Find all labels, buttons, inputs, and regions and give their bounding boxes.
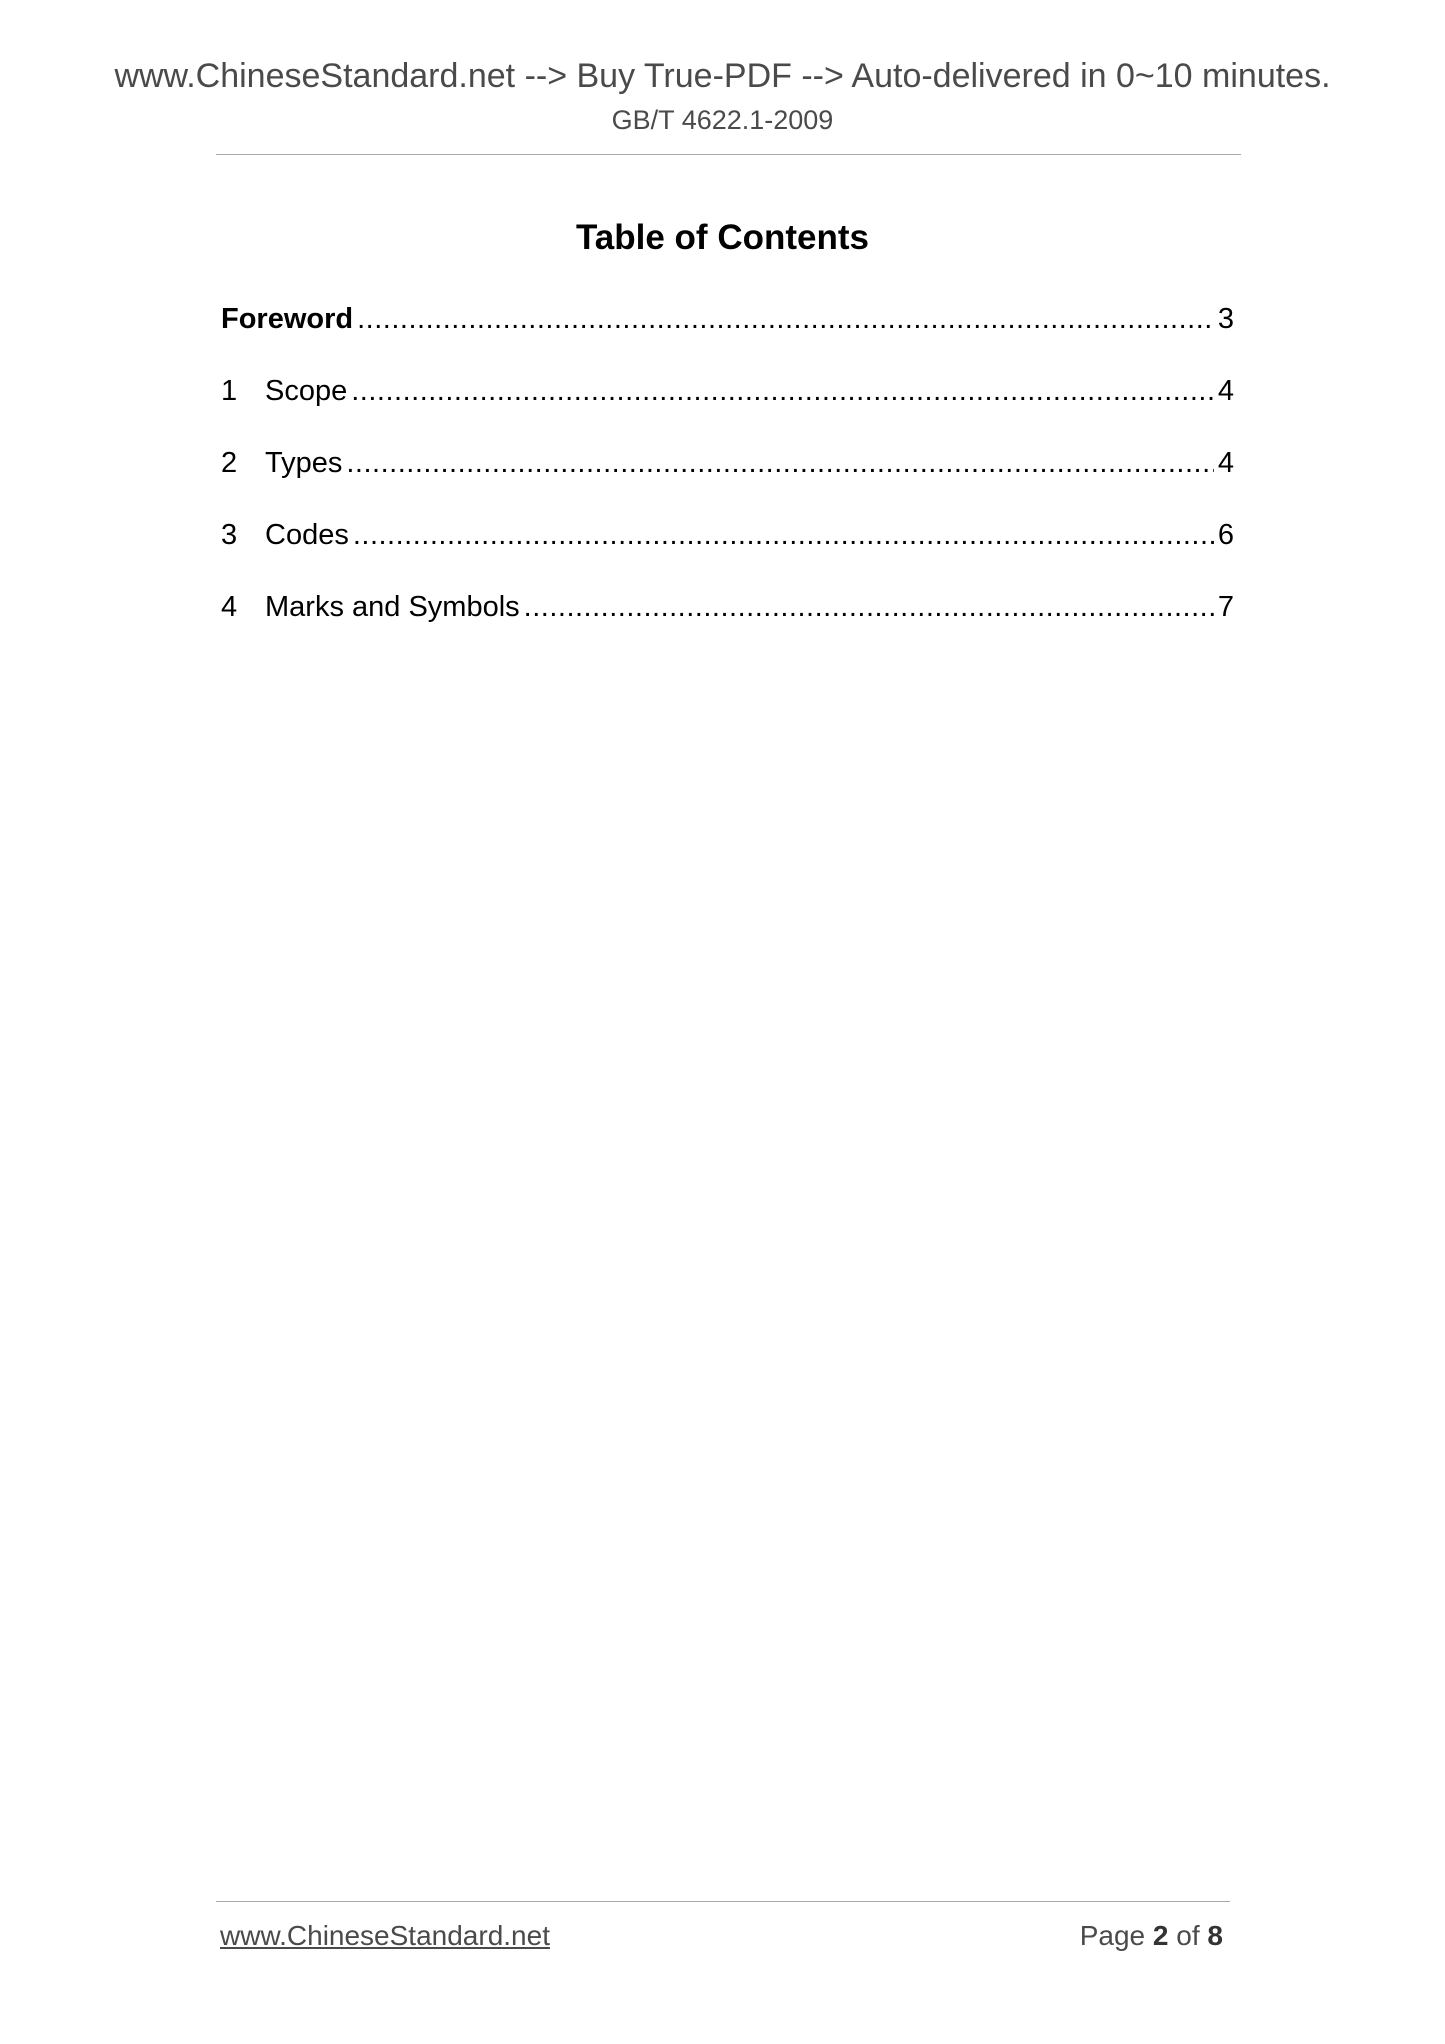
page-number (1080, 1918, 1223, 1954)
toc-dot-leader (346, 442, 1213, 484)
footer-divider (216, 1901, 1230, 1902)
toc-list (221, 298, 1234, 658)
toc-entry-label: Scope (265, 375, 348, 407)
toc-entry-types[interactable] (221, 442, 1234, 514)
toc-entry-page: 6 (1217, 519, 1234, 551)
toc-entry-codes[interactable] (221, 514, 1234, 586)
toc-dot-leader (524, 586, 1214, 628)
toc-dot-leader (353, 514, 1214, 556)
toc-entry-scope[interactable] (221, 370, 1234, 442)
toc-entry-label: Types (265, 447, 343, 479)
toc-entry-number: 3 (221, 519, 238, 551)
toc-entry-page: 4 (1217, 447, 1234, 479)
header-banner: www.ChineseStandard.net --> Buy True-PDF --> Auto-delivered in 0~10 minutes. (114, 57, 1331, 95)
page-label: Page (1079, 1920, 1146, 1951)
toc-entry-number: 1 (221, 375, 238, 407)
toc-dot-leader (351, 370, 1214, 412)
header-divider (216, 154, 1241, 155)
toc-title: Table of Contents (576, 218, 869, 257)
toc-entry-page: 4 (1217, 375, 1234, 407)
toc-entry-foreword[interactable] (221, 298, 1234, 370)
footer-site-link[interactable]: www.ChineseStandard.net (220, 1920, 550, 1951)
current-page-number: 2 (1152, 1920, 1169, 1951)
toc-entry-marks-and-symbols[interactable] (221, 586, 1234, 658)
toc-dot-leader (357, 298, 1214, 340)
toc-entry-label: Foreword (221, 303, 354, 335)
total-page-count: 8 (1207, 1920, 1223, 1951)
toc-entry-page: 3 (1217, 303, 1234, 335)
toc-entry-number: 4 (221, 591, 238, 623)
document-code: GB/T 4622.1-2009 (611, 105, 834, 135)
toc-entry-page: 7 (1217, 591, 1234, 623)
toc-entry-label: Marks and Symbols (265, 591, 520, 623)
toc-entry-number: 2 (221, 447, 238, 479)
toc-entry-label: Codes (265, 519, 349, 551)
page-of-label: of (1176, 1920, 1200, 1951)
